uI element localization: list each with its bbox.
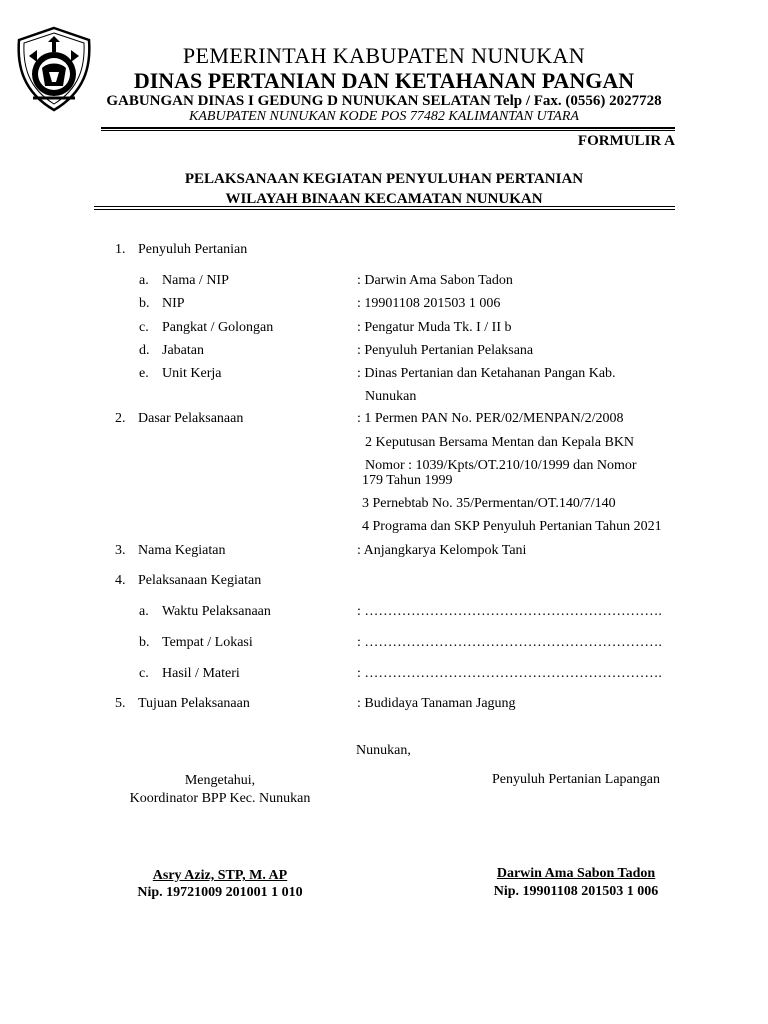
field-label: Unit Kerja xyxy=(162,366,222,381)
section-number: 1. xyxy=(115,242,126,257)
item-letter: c. xyxy=(139,320,149,335)
field-value: : 19901108 201503 1 006 xyxy=(357,296,501,311)
basis-item: 179 Tahun 1999 xyxy=(362,473,453,488)
title-divider-thick xyxy=(94,206,675,207)
signer-name: Darwin Ama Sabon Tadon xyxy=(496,866,656,881)
section-label: Dasar Pelaksanaan xyxy=(138,411,244,426)
field-label: Nama / NIP xyxy=(162,273,229,288)
title-divider-thin xyxy=(94,209,675,210)
basis-item: 2 Keputusan Bersama Mentan dan Kepala BKN xyxy=(365,435,635,450)
item-letter: e. xyxy=(139,366,149,381)
signer-name: Asry Aziz, STP, M. AP xyxy=(152,868,288,883)
field-label: NIP xyxy=(162,296,185,311)
section-number: 4. xyxy=(115,573,126,588)
field-value: : Budidaya Tanaman Jagung xyxy=(357,696,516,711)
basis-item: 3 Pernebtab No. 35/Permentan/OT.140/7/140 xyxy=(362,496,616,511)
field-value: : Anjangkarya Kelompok Tani xyxy=(357,543,527,558)
field-value: : Penyuluh Pertanian Pelaksana xyxy=(357,343,534,358)
agency-postal: KABUPATEN NUNUKAN KODE POS 77482 KALIMANTAN UTARA xyxy=(189,109,579,124)
field-value-continuation: Nunukan xyxy=(365,389,417,404)
section-label: Tujuan Pelaksanaan xyxy=(138,696,250,711)
field-value: : Pengatur Muda Tk. I / II b xyxy=(357,320,512,335)
agency-address: GABUNGAN DINAS I GEDUNG D NUNUKAN SELATAN Telp / Fax. (0556) 2027728 xyxy=(106,93,662,109)
section-number: 3. xyxy=(115,543,126,558)
document-title-line1: PELAKSANAAN KEGIATAN PENYULUHAN PERTANIAN xyxy=(184,171,584,187)
regency-emblem-logo xyxy=(15,26,93,112)
field-label: Jabatan xyxy=(162,343,204,358)
section-number: 5. xyxy=(115,696,126,711)
section-label: Pelaksanaan Kegiatan xyxy=(138,573,262,588)
letterhead-divider-thick xyxy=(101,127,675,129)
form-code: FORMULIR A xyxy=(577,133,675,149)
signer-nip: Nip. 19901108 201503 1 006 xyxy=(493,884,659,899)
field-value: : Darwin Ama Sabon Tadon xyxy=(357,273,513,288)
blank-fill-line: : ………………………………………………………. xyxy=(357,604,662,619)
section-number: 2. xyxy=(115,411,126,426)
item-letter: b. xyxy=(139,296,150,311)
item-letter: a. xyxy=(139,604,149,619)
item-letter: a. xyxy=(139,273,149,288)
government-name: PEMERINTAH KABUPATEN NUNUKAN xyxy=(182,43,586,68)
blank-fill-line: : ………………………………………………………. xyxy=(357,635,662,650)
section-label: Penyuluh Pertanian xyxy=(138,242,248,257)
basis-item: Nomor : 1039/Kpts/OT.210/10/1999 dan Nomor xyxy=(365,458,637,473)
field-label: Hasil / Materi xyxy=(162,666,240,681)
section-label: Nama Kegiatan xyxy=(138,543,226,558)
acknowledged-label: Mengetahui, xyxy=(184,773,256,788)
signer-title: Penyuluh Pertanian Lapangan xyxy=(492,772,660,787)
item-letter: d. xyxy=(139,343,150,358)
item-letter: c. xyxy=(139,666,149,681)
basis-item: : 1 Permen PAN No. PER/02/MENPAN/2/2008 xyxy=(357,411,624,426)
document-title-line2: WILAYAH BINAAN KECAMATAN NUNUKAN xyxy=(225,191,543,207)
item-letter: b. xyxy=(139,635,150,650)
basis-item: 4 Programa dan SKP Penyuluh Pertanian Tahun 2021 xyxy=(362,519,662,534)
field-label: Pangkat / Golongan xyxy=(162,320,274,335)
agency-name: DINAS PERTANIAN DAN KETAHANAN PANGAN xyxy=(133,68,635,93)
field-label: Tempat / Lokasi xyxy=(162,635,253,650)
letterhead-divider-thin xyxy=(101,130,675,131)
signer-nip: Nip. 19721009 201001 1 010 xyxy=(137,885,303,900)
signing-place: Nunukan, xyxy=(356,743,411,758)
field-label: Waktu Pelaksanaan xyxy=(162,604,271,619)
field-value: : Dinas Pertanian dan Ketahanan Pangan Kab. xyxy=(357,366,616,381)
signer-title: Koordinator BPP Kec. Nunukan xyxy=(129,791,311,806)
blank-fill-line: : ………………………………………………………. xyxy=(357,666,662,681)
